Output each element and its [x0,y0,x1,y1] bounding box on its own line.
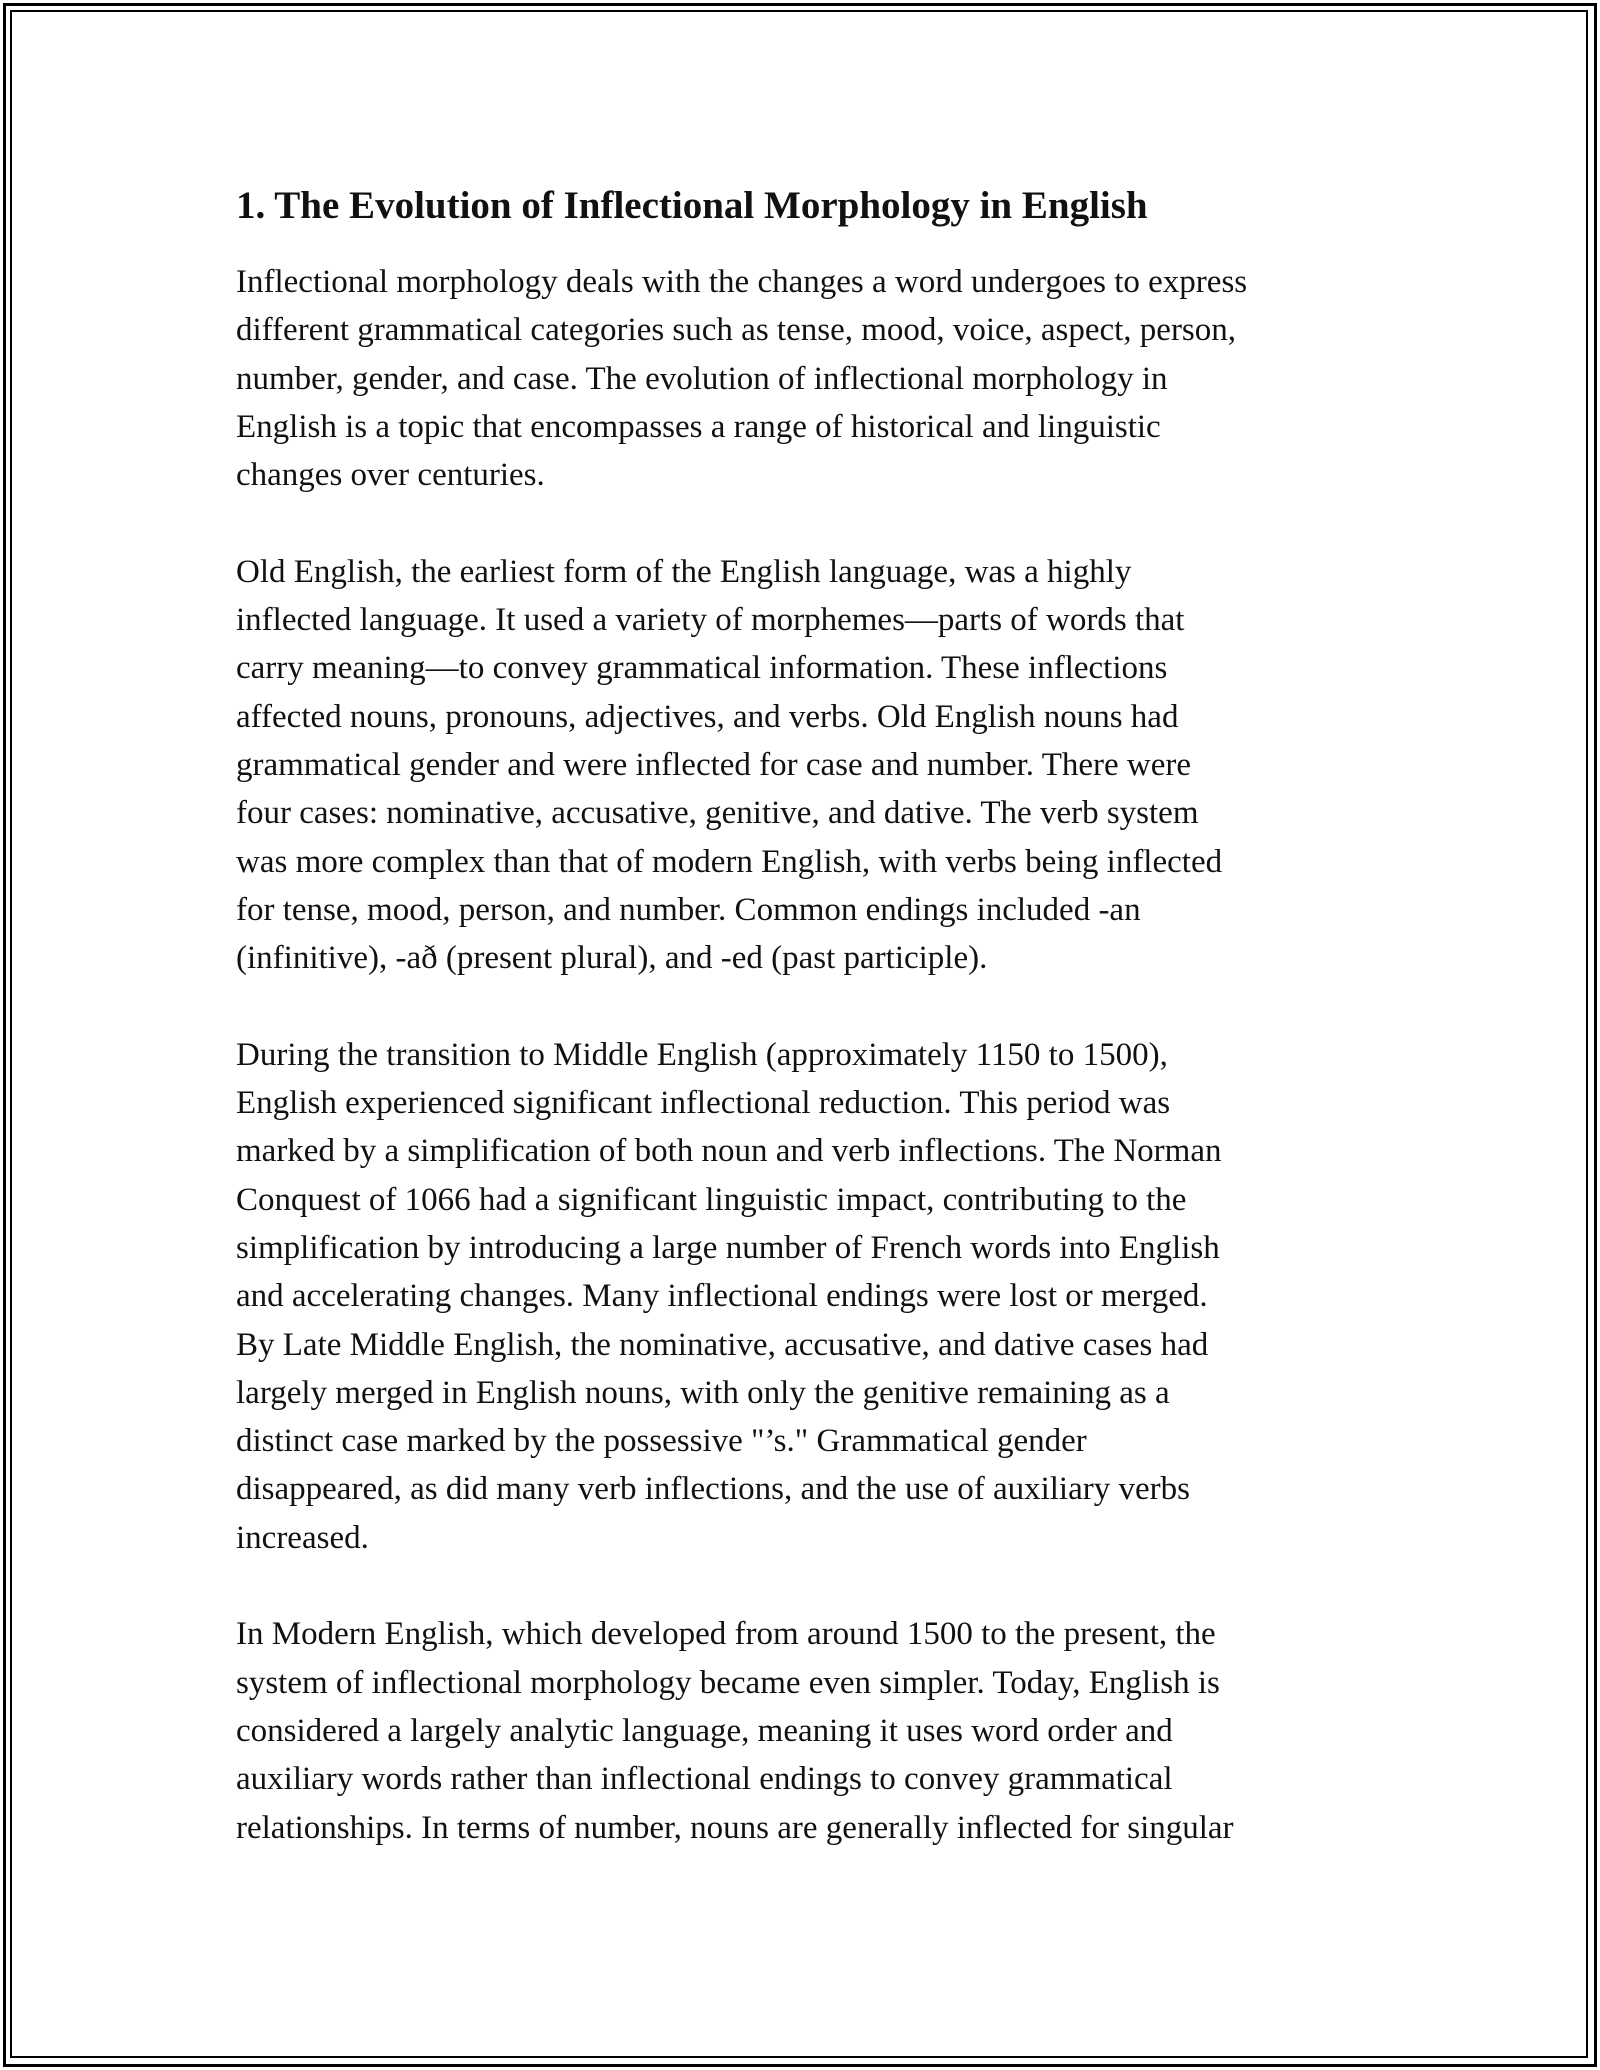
text-line: different grammatical categories such as tense, mood, voice, aspect, person, [236,312,1237,349]
text-line: carry meaning—to convey grammatical information. These inflections [236,650,1168,687]
text-line: four cases: nominative, accusative, genitive, and dative. The verb system [236,795,1199,832]
text-line: system of inflectional morphology became even simpler. Today, English is [236,1664,1220,1701]
text-line: largely merged in English nouns, with only the genitive remaining as a [236,1374,1170,1411]
text-line: number, gender, and case. The evolution of inflectional morphology in [236,360,1168,397]
text-line: for tense, mood, person, and number. Common endings included -an [236,891,1141,928]
text-line: disappeared, as did many verb inflections, and the use of auxiliary verbs [236,1471,1190,1508]
text-line: During the transition to Middle English (approximately 1150 to 1500), [236,1036,1168,1073]
text-line: increased. [236,1519,369,1556]
text-line: relationships. In terms of number, nouns are generally inflected for singular [236,1809,1234,1846]
paragraph-middle-english [236,1031,1366,1562]
text-line: considered a largely analytic language, meaning it uses word order and [236,1712,1173,1749]
text-line: English is a topic that encompasses a range of historical and linguistic [236,408,1161,445]
paragraph-modern-english [236,1610,1366,1851]
text-line: In Modern English, which developed from around 1500 to the present, the [236,1616,1216,1653]
document-body [236,182,1366,1900]
text-line: Conquest of 1066 had a significant linguistic impact, contributing to the [236,1181,1187,1218]
text-line: affected nouns, pronouns, adjectives, and verbs. Old English nouns had [236,698,1179,735]
text-line: Old English, the earliest form of the English language, was a highly [236,553,1132,590]
text-line: changes over centuries. [236,457,545,494]
text-line: Inflectional morphology deals with the changes a word undergoes to express [236,264,1248,300]
text-line: grammatical gender and were inflected for case and number. There were [236,746,1192,783]
text-line: distinct case marked by the possessive "’s." Grammatical gender [236,1423,1087,1460]
text-line: By Late Middle English, the nominative, accusative, and dative cases had [236,1326,1209,1363]
text-line: simplification by introducing a large number of French words into English [236,1229,1220,1266]
text-line: was more complex than that of modern English, with verbs being inflected [236,843,1223,880]
text-line: auxiliary words rather than inflectional endings to convey grammatical [236,1761,1173,1798]
text-line: and accelerating changes. Many inflectional endings were lost or merged. [236,1278,1208,1315]
text-line: marked by a simplification of both noun and verb inflections. The Norman [236,1133,1222,1170]
text-line: inflected language. It used a variety of morphemes—parts of words that [236,602,1185,639]
paragraph-intro [236,258,1366,499]
text-line: English experienced significant inflectional reduction. This period was [236,1085,1171,1122]
text-line: (infinitive), -að (present plural), and -ed (past participle). [236,940,988,977]
section-heading: 1. The Evolution of Inflectional Morphology in English [236,184,1148,227]
paragraph-old-english [236,548,1366,983]
